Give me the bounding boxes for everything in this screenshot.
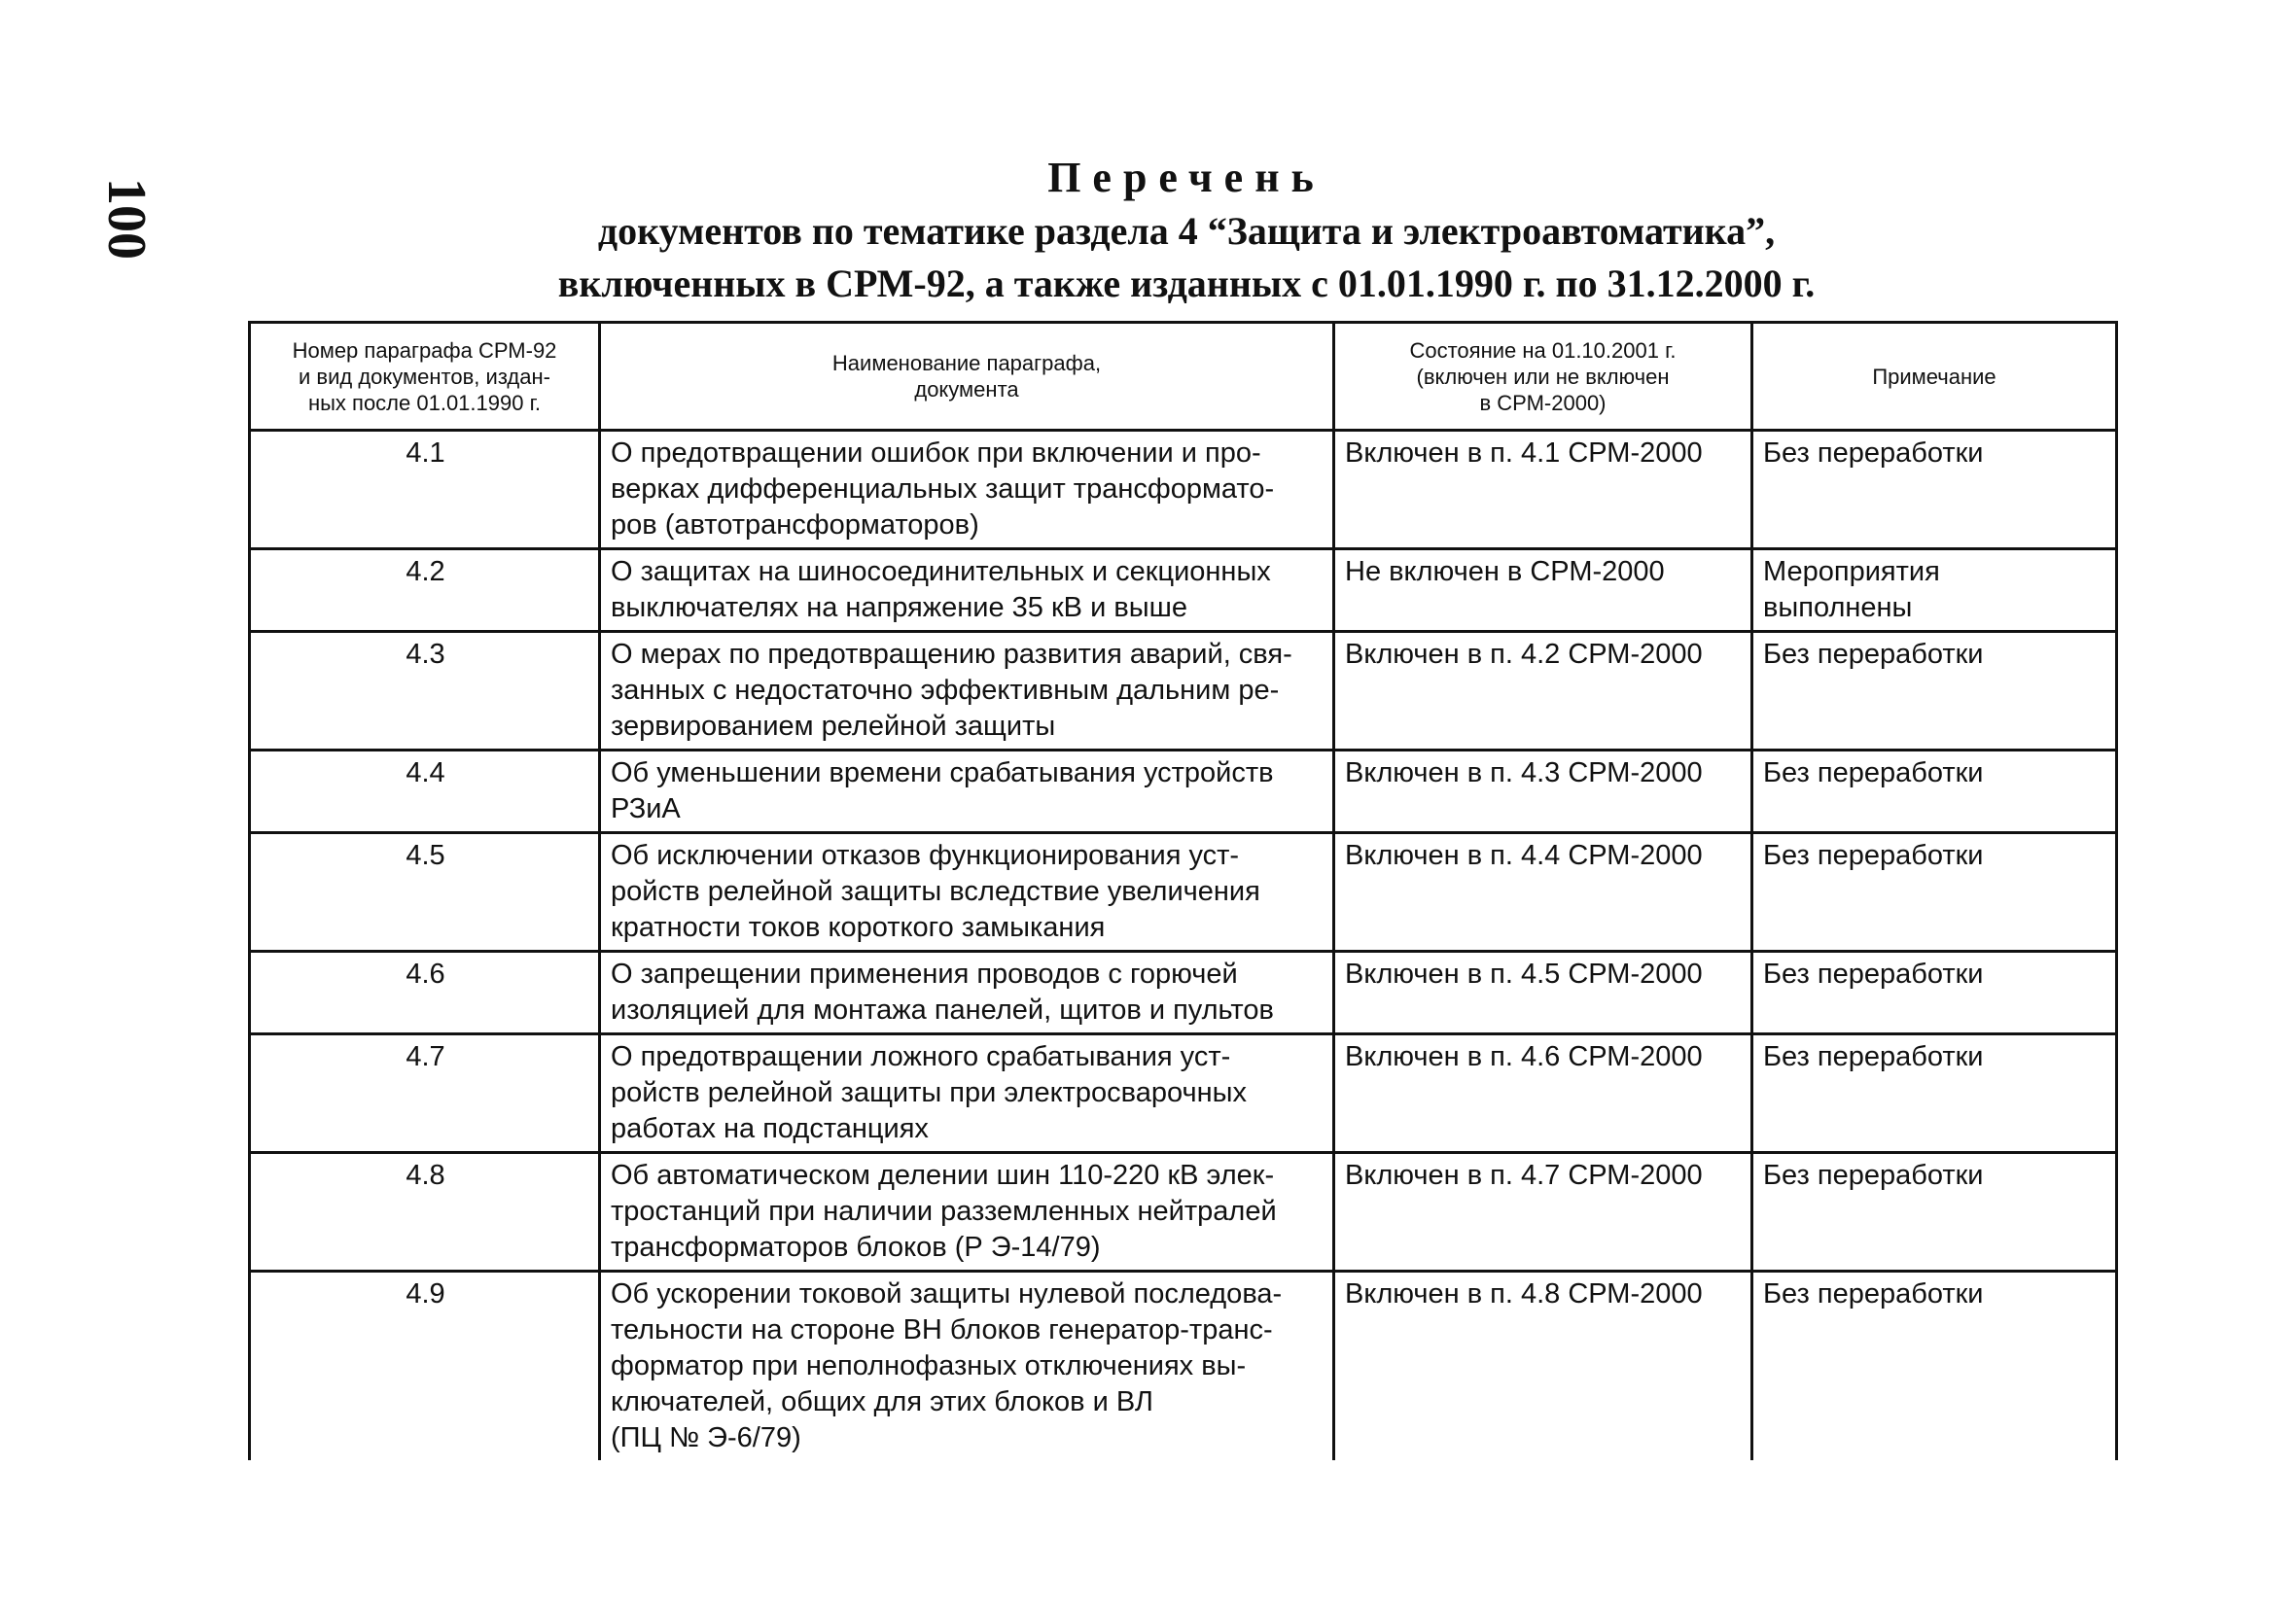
table-row — [250, 431, 2117, 549]
documents-table — [248, 321, 2118, 1460]
header-line: (включен или не включен — [1416, 364, 1670, 389]
cell-line: О предотвращении ошибок при включении и про- — [611, 437, 1261, 469]
paragraph-name-cell — [600, 952, 1334, 1034]
cell-line: Включен в п. 4.6 СРМ-2000 — [1345, 1041, 1703, 1072]
cell-line: выключателях на напряжение 35 кВ и выше — [611, 592, 1187, 623]
header-paragraph-name — [600, 323, 1334, 431]
status-cell — [1334, 549, 1752, 632]
cell-line: тельности на стороне ВН блоков генератор-транс- — [611, 1314, 1273, 1345]
cell-line: Включен в п. 4.1 СРМ-2000 — [1345, 437, 1703, 469]
cell-line: Включен в п. 4.7 СРМ-2000 — [1345, 1160, 1703, 1191]
cell-line: выполнены — [1763, 592, 1913, 623]
cell-line: 4.6 — [406, 959, 445, 990]
cell-line: изоляцией для монтажа панелей, щитов и пультов — [611, 995, 1274, 1026]
status-cell — [1334, 1034, 1752, 1153]
status-cell — [1334, 833, 1752, 952]
header-line: Состояние на 01.10.2001 г. — [1409, 337, 1677, 363]
header-line: и вид документов, издан- — [299, 364, 550, 389]
header-note — [1752, 323, 2117, 431]
cell-line: Без переработки — [1763, 437, 1984, 469]
status-cell — [1334, 751, 1752, 833]
status-cell — [1334, 1272, 1752, 1461]
cell-line: Об уменьшении времени срабатывания устройств — [611, 757, 1274, 788]
page-number: 100 — [96, 178, 157, 260]
header-line: в СРМ-2000) — [1479, 390, 1607, 415]
cell-line: Без переработки — [1763, 959, 1984, 990]
note-cell — [1752, 1153, 2117, 1272]
cell-line: зервированием релейной защиты — [611, 711, 1056, 742]
cell-line: ройств релейной защиты при электросварочных — [611, 1077, 1247, 1108]
paragraph-number-cell — [250, 632, 600, 751]
cell-line: РЗиА — [611, 793, 681, 824]
cell-line: занных с недостаточно эффективным дальним ре- — [611, 675, 1280, 706]
table-row — [250, 549, 2117, 632]
status-cell — [1334, 1153, 1752, 1272]
header-line: документа — [914, 377, 1019, 402]
cell-line: Включен в п. 4.4 СРМ-2000 — [1345, 840, 1703, 871]
cell-line: Об исключении отказов функционирования уст- — [611, 840, 1240, 871]
title-line-1: документов по тематике раздела 4 “Защита и электроавтоматика”, — [597, 209, 1776, 253]
cell-line: Включен в п. 4.3 СРМ-2000 — [1345, 757, 1703, 788]
paragraph-name-cell — [600, 1034, 1334, 1153]
cell-line: кратности токов короткого замыкания — [611, 912, 1106, 943]
header-row — [250, 323, 2117, 431]
note-cell — [1752, 431, 2117, 549]
paragraph-number-cell — [250, 549, 600, 632]
paragraph-number-cell — [250, 952, 600, 1034]
cell-line: Включен в п. 4.2 СРМ-2000 — [1345, 639, 1703, 670]
table-row — [250, 751, 2117, 833]
cell-line: Без переработки — [1763, 639, 1984, 670]
paragraph-name-cell — [600, 751, 1334, 833]
cell-line: ройств релейной защиты вследствие увеличения — [611, 876, 1260, 907]
header-line: ных после 01.01.1990 г. — [307, 390, 542, 415]
paragraph-number-cell — [250, 751, 600, 833]
table-row — [250, 833, 2117, 952]
cell-line: работах на подстанциях — [611, 1113, 929, 1144]
cell-line: О мерах по предотвращению развития аварий, свя- — [611, 639, 1292, 670]
cell-line: Без переработки — [1763, 1041, 1984, 1072]
cell-line: Об автоматическом делении шин 110-220 кВ элек- — [611, 1160, 1275, 1191]
note-cell — [1752, 632, 2117, 751]
cell-line: ров (автотрансформаторов) — [611, 509, 979, 541]
cell-line: тростанций при наличии разземленных нейтралей — [611, 1196, 1277, 1227]
cell-line: ключателей, общих для этих блоков и ВЛ — [611, 1386, 1153, 1417]
header-line: Наименование параграфа, — [831, 351, 1102, 375]
paragraph-name-cell — [600, 431, 1334, 549]
header-line: Примечание — [1872, 364, 1996, 389]
cell-line: верках дифференциальных защит трансформато- — [611, 473, 1275, 505]
table-row — [250, 1153, 2117, 1272]
note-cell — [1752, 952, 2117, 1034]
cell-line: 4.5 — [406, 840, 445, 871]
note-cell — [1752, 751, 2117, 833]
cell-line: О предотвращении ложного срабатывания уст- — [611, 1041, 1231, 1072]
cell-line: Без переработки — [1763, 1160, 1984, 1191]
note-cell — [1752, 833, 2117, 952]
note-cell — [1752, 1034, 2117, 1153]
table-row — [250, 1272, 2117, 1461]
cell-line: 4.1 — [406, 437, 445, 469]
paragraph-number-cell — [250, 431, 600, 549]
cell-line: Без переработки — [1763, 1278, 1984, 1310]
table-row — [250, 1034, 2117, 1153]
paragraph-name-cell — [600, 549, 1334, 632]
cell-line: 4.2 — [406, 556, 445, 587]
paragraph-number-cell — [250, 1272, 600, 1461]
status-cell — [1334, 952, 1752, 1034]
cell-line: форматор при неполнофазных отключениях вы- — [611, 1350, 1247, 1381]
paragraph-name-cell — [600, 1153, 1334, 1272]
cell-line: Включен в п. 4.5 СРМ-2000 — [1345, 959, 1703, 990]
note-cell — [1752, 549, 2117, 632]
cell-line: трансформаторов блоков (Р Э-14/79) — [611, 1232, 1101, 1263]
cell-line: Без переработки — [1763, 757, 1984, 788]
cell-line: 4.7 — [406, 1041, 445, 1072]
table-row — [250, 632, 2117, 751]
table-header — [250, 323, 2117, 431]
cell-line: О запрещении применения проводов с горючей — [611, 959, 1238, 990]
paragraph-number-cell — [250, 833, 600, 952]
status-cell — [1334, 632, 1752, 751]
header-status — [1334, 323, 1752, 431]
title-line-2: включенных в СРМ-92, а также изданных с 01.01.1990 г. по 31.12.2000 г. — [557, 262, 1816, 305]
table-row — [250, 952, 2117, 1034]
status-cell — [1334, 431, 1752, 549]
document-title — [370, 151, 2003, 310]
cell-line: Мероприятия — [1763, 556, 1940, 587]
paragraph-name-cell — [600, 1272, 1334, 1461]
note-cell — [1752, 1272, 2117, 1461]
table-body — [250, 431, 2117, 1461]
cell-line: Не включен в СРМ-2000 — [1345, 556, 1665, 587]
cell-line: 4.4 — [406, 757, 445, 788]
header-paragraph-number — [250, 323, 600, 431]
header-line: Номер параграфа СРМ-92 — [292, 337, 557, 363]
paragraph-number-cell — [250, 1034, 600, 1153]
cell-line: Включен в п. 4.8 СРМ-2000 — [1345, 1278, 1703, 1310]
paragraph-name-cell — [600, 833, 1334, 952]
cell-line: (ПЦ № Э-6/79) — [611, 1422, 801, 1453]
paragraph-name-cell — [600, 632, 1334, 751]
cell-line: 4.3 — [406, 639, 445, 670]
cell-line: 4.9 — [406, 1278, 445, 1310]
cell-line: О защитах на шиносоединительных и секционных — [611, 556, 1271, 587]
paragraph-number-cell — [250, 1153, 600, 1272]
cell-line: 4.8 — [406, 1160, 445, 1191]
title-heading: Перечень — [1047, 154, 1325, 201]
cell-line: Об ускорении токовой защиты нулевой последова- — [611, 1278, 1283, 1310]
cell-line: Без переработки — [1763, 840, 1984, 871]
